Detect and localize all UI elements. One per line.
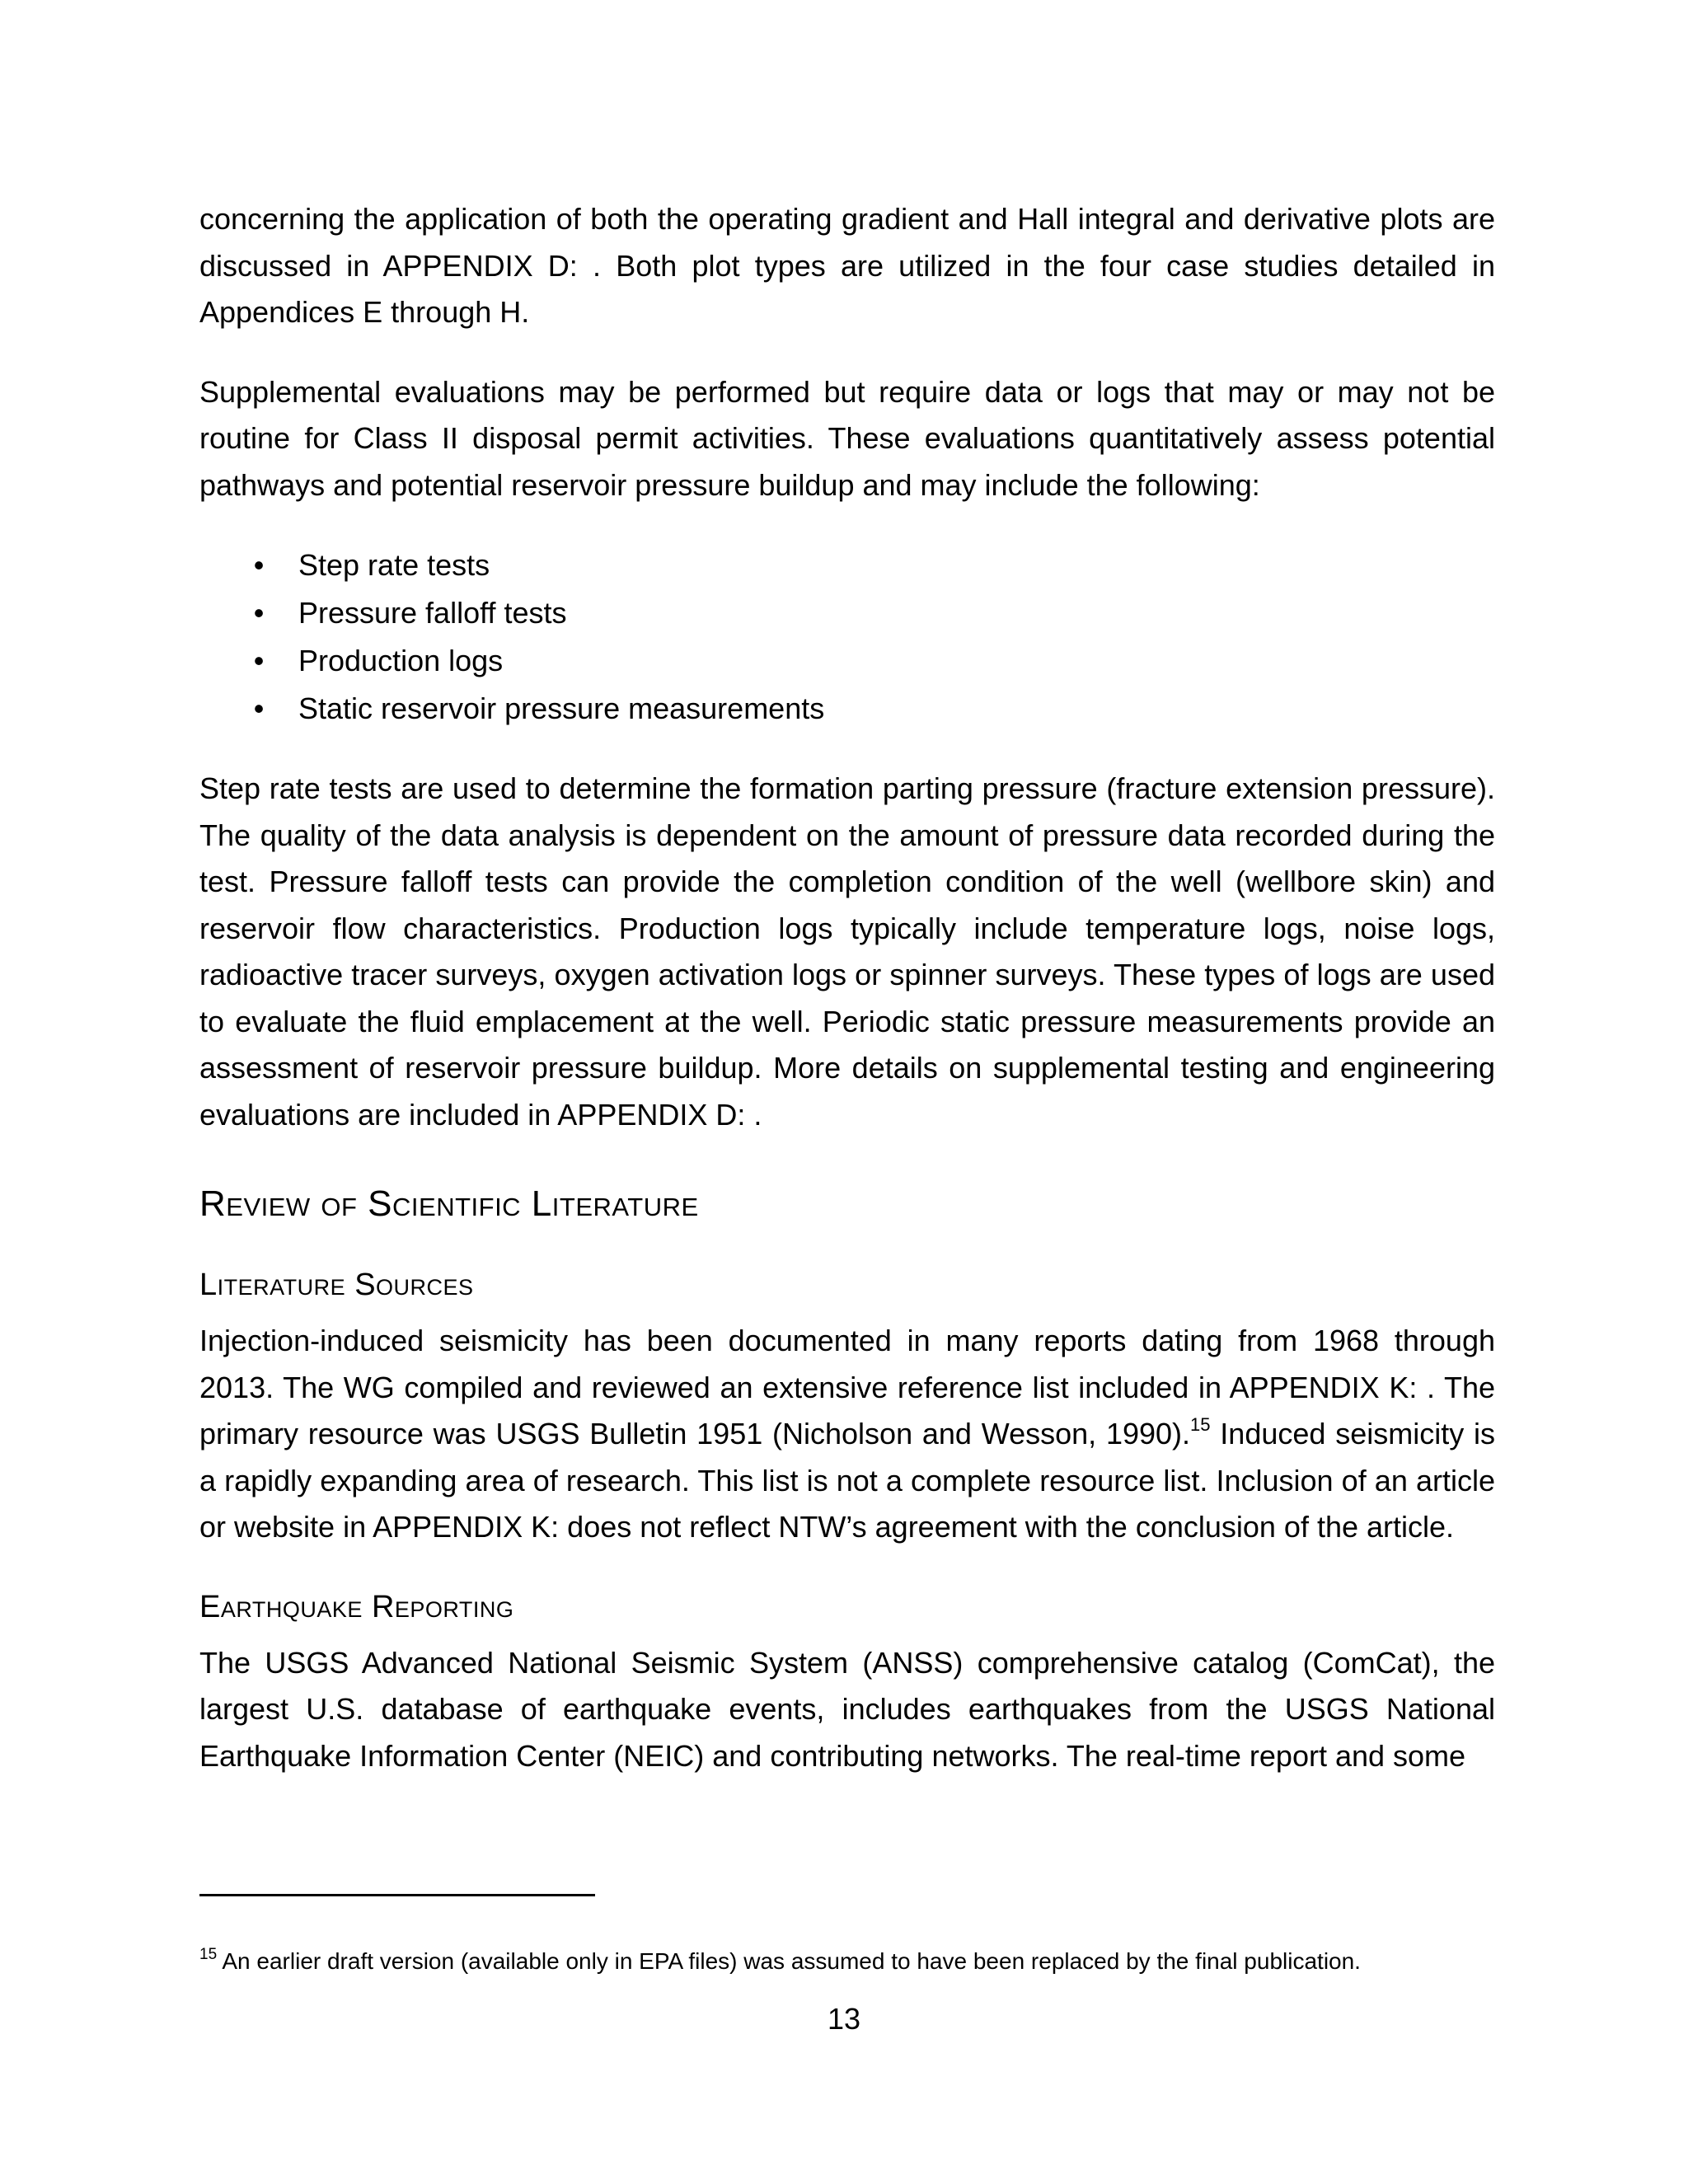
body-paragraph-1: concerning the application of both the operating gradient and Hall integral and derivative plots are discussed in APPENDIX D: . Both plot types are utilized in the four case studies detailed in Appendices E through H.: [199, 202, 1495, 329]
page-body: [199, 196, 1495, 1779]
list-item: [199, 541, 1495, 589]
section-heading: Review of Scientific Literature: [199, 1183, 699, 1224]
bullet-icon: •: [253, 691, 265, 725]
literature-sources-text-continued: Induced seismicity is a rapidly expanding area of research. This list is not a complete resource list. Inclusion of an article or website in APPENDIX K: does not reflect NTW’s agreement with the conclusion of the article.: [199, 1417, 1495, 1544]
body-paragraph-3: Step rate tests are used to determine the formation parting pressure (fracture extension pressure). The quality of the data analysis is dependent on the amount of pressure data recorded during the test. Pressure falloff tests can provide the completion condition of the well (wellbore skin) and reservoir flow characteristics. Production logs typically include temperature logs, noise logs, radioactive tracer surveys, oxygen activation logs or spinner surveys. These types of logs are used to evaluate the fluid emplacement at the well. Periodic static pressure measurements provide an assessment of reservoir pressure buildup. More details on supplemental testing and engineering evaluations are included in APPENDIX D: .: [199, 771, 1495, 1132]
subsection-heading-literature-sources: Literature Sources: [199, 1268, 474, 1302]
footnote-reference[interactable]: 15: [1190, 1414, 1211, 1435]
list-item-label: Step rate tests: [298, 548, 490, 582]
list-item-label: Pressure falloff tests: [298, 596, 567, 630]
supplemental-evaluations-list: [199, 541, 1495, 733]
literature-sources-paragraph: [199, 1318, 1495, 1551]
page-number: 13: [827, 2002, 861, 2036]
footnote-number: 15: [199, 1946, 218, 1963]
body-paragraph-2: Supplemental evaluations may be performed but require data or logs that may or may not be routine for Class II disposal permit activities. These evaluations quantitatively assess potential pathways and potential reservoir pressure buildup and may include the following:: [199, 374, 1495, 502]
list-item-label: Production logs: [298, 644, 504, 677]
list-item: [199, 589, 1495, 637]
literature-sources-text: Injection-induced seismicity has been documented in many reports dating from 1968 through 2013. The WG compiled and reviewed an extensive reference list included in APPENDIX K: . The primary resource was USGS Bulletin 1951 (Nicholson and Wesson, 1990).: [199, 1324, 1495, 1451]
bullet-icon: •: [253, 596, 265, 630]
subsection-heading-earthquake-reporting: Earthquake Reporting: [199, 1589, 514, 1624]
earthquake-reporting-paragraph: The USGS Advanced National Seismic System (ANSS) comprehensive catalog (ComCat), the largest U.S. database of earthquake events, includes earthquakes from the USGS National Earthquake Information Center (NEIC) and contributing networks. The real-time report and some: [199, 1645, 1495, 1773]
list-item-label: Static reservoir pressure measurements: [298, 691, 825, 725]
list-item: [199, 637, 1495, 685]
footnote-text: An earlier draft version (available only in EPA files) was assumed to have been replaced by the final publication.: [217, 1948, 1361, 1974]
footnote: [199, 1945, 1518, 1978]
footnote-divider: [199, 1894, 595, 1896]
list-item: [199, 685, 1495, 733]
bullet-icon: •: [253, 644, 265, 677]
bullet-icon: •: [253, 548, 265, 582]
